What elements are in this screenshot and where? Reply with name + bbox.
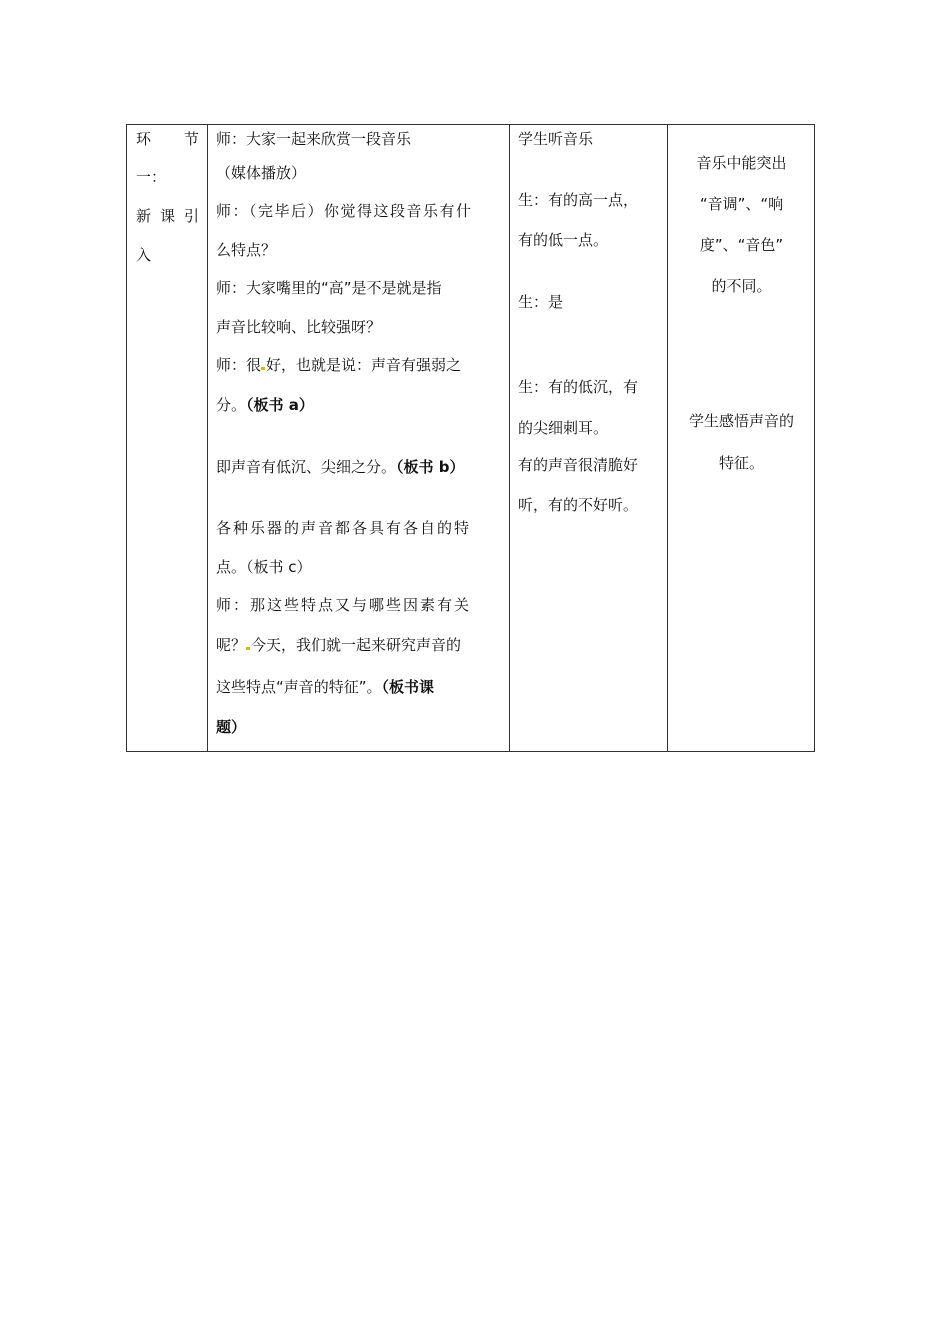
teacher-line-13: 呢？ 今天，我们就一起来研究声音的: [216, 636, 462, 654]
teacher-line-2: （媒体播放）: [216, 164, 307, 182]
teacher-line-10: 各种乐器的声音都各具有各自的特: [216, 519, 472, 537]
highlight-mark: [261, 367, 265, 370]
teacher-line-4: 么特点？: [216, 241, 277, 259]
teacher-line-6: 声音比较响、比较强呀？: [216, 318, 382, 336]
intent-line-6: 特征。: [718, 454, 764, 472]
student-line-5: 生：有的低沉，有: [518, 378, 639, 396]
stage-cell: [127, 125, 207, 751]
intent-line-1: 音乐中能突出: [696, 154, 787, 172]
highlight-mark: [246, 647, 250, 650]
design-intent-cell: [668, 125, 816, 751]
teacher-line-1: 师：大家一起来欣赏一段音乐: [216, 130, 412, 148]
student-line-6: 的尖细刺耳。: [518, 419, 609, 437]
intent-line-4: 的不同。: [711, 277, 772, 295]
teacher-line-15: 题）: [216, 718, 247, 736]
teacher-line-11: 点。（板书 c）: [216, 558, 312, 576]
intent-line-3: 度”、“音色”: [699, 236, 784, 254]
teacher-activity-cell: [208, 125, 509, 751]
teacher-line-9: 即声音有低沉、尖细之分。（板书 b）: [216, 458, 465, 476]
student-line-2: 生：有的高一点，: [518, 191, 639, 209]
student-line-8: 听，有的不好听。: [518, 496, 639, 514]
teacher-line-3: 师：（完毕后）你觉得这段音乐有什: [216, 202, 473, 220]
teacher-line-7: 师：很 好，也就是说：声音有强弱之: [216, 356, 462, 374]
teacher-line-5: 师：大家嘴里的“高”是不是就是指: [216, 279, 442, 297]
stage-line-3: 新 课 引: [136, 207, 199, 225]
student-line-3: 有的低一点。: [518, 231, 609, 249]
student-line-7: 有的声音很清脆好: [518, 456, 639, 474]
teacher-line-14: 这些特点“声音的特征”。（板书课: [216, 678, 435, 696]
stage-line-4: 入: [136, 246, 152, 264]
student-line-1: 学生听音乐: [518, 130, 594, 148]
stage-line-2: 一：: [136, 168, 167, 186]
student-activity-cell: [510, 125, 667, 751]
lesson-table: [126, 124, 815, 752]
intent-line-5: 学生感悟声音的: [688, 412, 794, 430]
stage-line-1: 环 节: [136, 130, 199, 148]
teacher-line-8: 分。（板书 a）: [216, 396, 314, 414]
student-line-4: 生：是: [518, 293, 564, 311]
teacher-line-12: 师：那这些特点又与哪些因素有关: [216, 596, 472, 614]
intent-line-2: “音调”、“响: [699, 195, 784, 213]
